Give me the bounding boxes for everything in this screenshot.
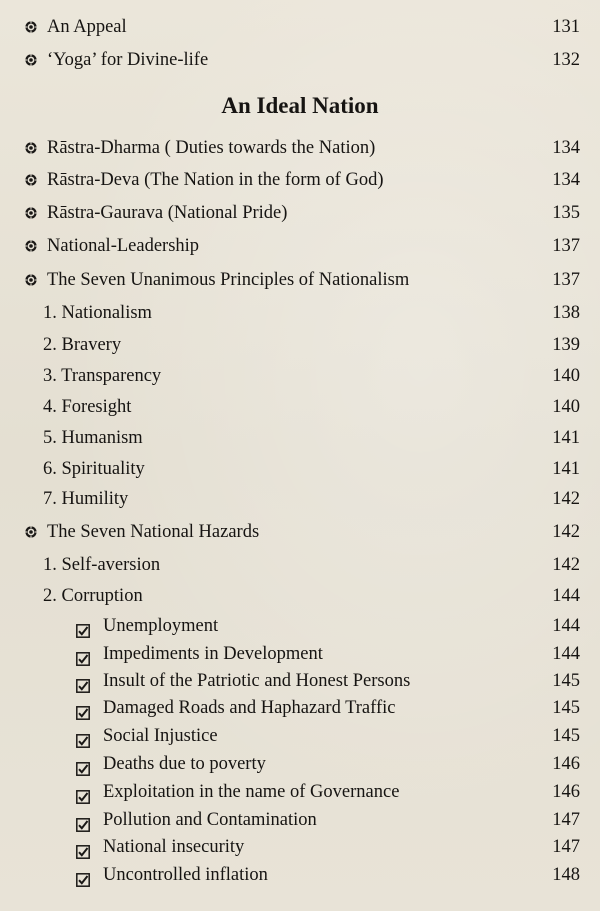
toc-entry xyxy=(0,166,600,194)
toc-entry-title: 2. Corruption xyxy=(43,586,143,606)
toc-entry-title: 7. Humility xyxy=(43,489,129,509)
checked-box-icon xyxy=(76,729,90,743)
toc-subentry xyxy=(0,362,600,390)
ornamental-flower-icon xyxy=(24,173,38,187)
toc-checked-entry xyxy=(0,806,600,834)
toc-entry-page: 137 xyxy=(552,236,580,256)
toc-entry-title: National-Leadership xyxy=(47,236,200,256)
toc-entry-title: Rāstra-Deva (The Nation in the form of God) xyxy=(47,170,384,190)
toc-entry-title: Pollution and Contamination xyxy=(103,810,317,830)
toc-subentry xyxy=(0,424,600,452)
toc-entry xyxy=(0,13,600,41)
checked-box-icon xyxy=(76,757,90,771)
toc-entry-page: 134 xyxy=(552,138,580,158)
checked-box-icon xyxy=(76,785,90,799)
checked-box-icon xyxy=(76,619,90,633)
toc-checked-entry xyxy=(0,778,600,806)
toc-entry-page: 145 xyxy=(552,698,580,718)
toc-entry-title: Exploitation in the name of Governance xyxy=(103,782,400,802)
toc-entry-page: 142 xyxy=(552,522,580,542)
toc-entry-page: 140 xyxy=(552,397,580,417)
toc-entry-title: 3. Transparency xyxy=(43,366,162,386)
toc-entry-title: 6. Spirituality xyxy=(43,459,145,479)
toc-entry-title: 1. Nationalism xyxy=(43,303,152,323)
toc-entry-title: Damaged Roads and Haphazard Traffic xyxy=(103,698,396,718)
toc-checked-entry xyxy=(0,640,600,668)
checked-box-icon xyxy=(76,701,90,715)
toc-entry-page: 141 xyxy=(552,428,580,448)
toc-entry-title: The Seven Unanimous Principles of Nationalism xyxy=(47,270,410,290)
toc-entry xyxy=(0,518,600,546)
toc-entry-title: Rāstra-Dharma ( Duties towards the Nation) xyxy=(47,138,376,158)
toc-entry-page: 142 xyxy=(552,489,580,509)
toc-entry-title: ‘Yoga’ for Divine-life xyxy=(47,50,209,70)
toc-entry-page: 142 xyxy=(552,555,580,575)
toc-checked-entry xyxy=(0,722,600,750)
ornamental-flower-icon xyxy=(24,141,38,155)
toc-entry-page: 147 xyxy=(552,810,580,830)
toc-subentry xyxy=(0,393,600,421)
toc-entry-title: Unemployment xyxy=(103,616,219,636)
toc-entry-title: Social Injustice xyxy=(103,726,218,746)
checked-box-icon xyxy=(76,868,90,882)
toc-entry-page: 144 xyxy=(552,616,580,636)
toc-checked-entry xyxy=(0,861,600,889)
toc-entry-page: 141 xyxy=(552,459,580,479)
toc-checked-entry xyxy=(0,694,600,722)
toc-entry-page: 144 xyxy=(552,586,580,606)
toc-entry xyxy=(0,232,600,260)
toc-entry-title: 4. Foresight xyxy=(43,397,132,417)
toc-entry xyxy=(0,134,600,162)
toc-entry-page: 138 xyxy=(552,303,580,323)
ornamental-flower-icon xyxy=(24,525,38,539)
toc-entry-title: 5. Humanism xyxy=(43,428,143,448)
toc-entry-page: 144 xyxy=(552,644,580,664)
toc-subentry xyxy=(0,299,600,327)
toc-entry-page: 139 xyxy=(552,335,580,355)
toc-entry-page: 135 xyxy=(552,203,580,223)
toc-entry-page: 148 xyxy=(552,865,580,885)
toc-entry-page: 132 xyxy=(552,50,580,70)
toc-entry-title: Deaths due to poverty xyxy=(103,754,266,774)
toc-entry-page: 147 xyxy=(552,837,580,857)
toc-entry-page: 146 xyxy=(552,782,580,802)
toc-entry xyxy=(0,46,600,74)
checked-box-icon xyxy=(76,813,90,827)
toc-entry-title: Uncontrolled inflation xyxy=(103,865,268,885)
toc-entry-page: 137 xyxy=(552,270,580,290)
toc-entry-page: 145 xyxy=(552,671,580,691)
toc-entry-title: Insult of the Patriotic and Honest Persons xyxy=(103,671,411,691)
checked-box-icon xyxy=(76,840,90,854)
ornamental-flower-icon xyxy=(24,53,38,67)
toc-entry-title: An Appeal xyxy=(47,17,127,37)
toc-subentry xyxy=(0,582,600,610)
ornamental-flower-icon xyxy=(24,239,38,253)
ornamental-flower-icon xyxy=(24,206,38,220)
toc-entry-title: National insecurity xyxy=(103,837,245,857)
toc-subentry xyxy=(0,331,600,359)
toc-checked-entry xyxy=(0,750,600,778)
toc-entry xyxy=(0,266,600,294)
toc-entry-title: 1. Self-aversion xyxy=(43,555,161,575)
toc-entry-page: 146 xyxy=(552,754,580,774)
toc-entry-title: The Seven National Hazards xyxy=(47,522,260,542)
toc-subentry xyxy=(0,455,600,483)
toc-entry-title: Impediments in Development xyxy=(103,644,323,664)
toc-entry-title: Rāstra-Gaurava (National Pride) xyxy=(47,203,288,223)
toc-entry-page: 145 xyxy=(552,726,580,746)
checked-box-icon xyxy=(76,647,90,661)
toc-checked-entry xyxy=(0,612,600,640)
toc-checked-entry xyxy=(0,833,600,861)
ornamental-flower-icon xyxy=(24,20,38,34)
toc-entry-page: 140 xyxy=(552,366,580,386)
toc-entry-page: 131 xyxy=(552,17,580,37)
toc-entry-page: 134 xyxy=(552,170,580,190)
toc-subentry xyxy=(0,551,600,579)
toc-entry-title: 2. Bravery xyxy=(43,335,122,355)
checked-box-icon xyxy=(76,674,90,688)
toc-entry xyxy=(0,199,600,227)
section-title: An Ideal Nation xyxy=(221,93,379,118)
toc-subentry xyxy=(0,485,600,513)
toc-checked-entry xyxy=(0,667,600,695)
ornamental-flower-icon xyxy=(24,273,38,287)
